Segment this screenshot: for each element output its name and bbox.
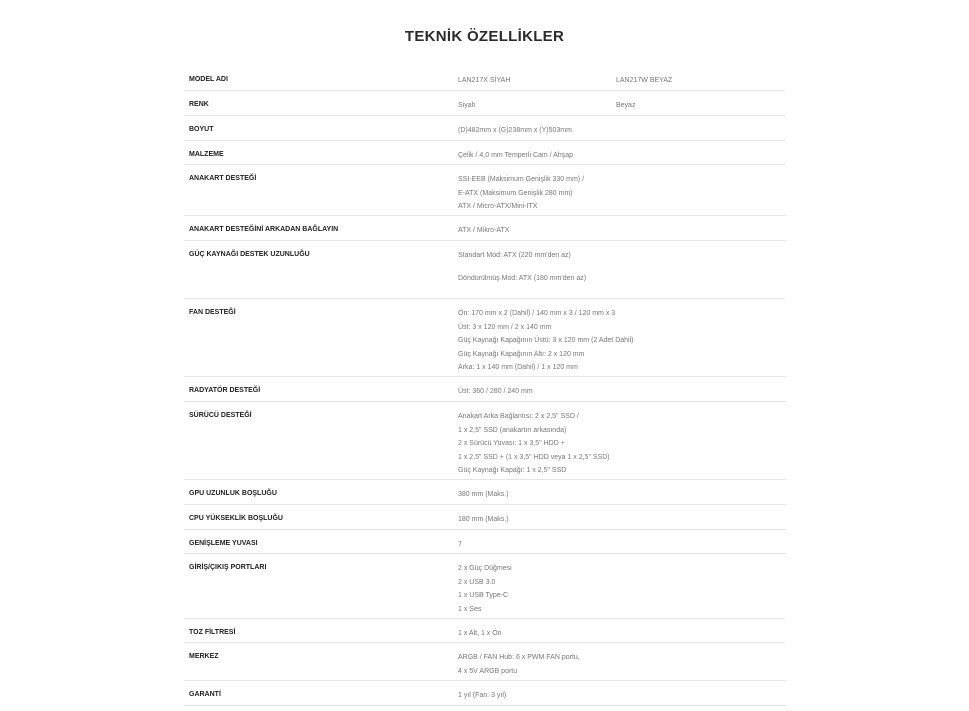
spec-value-line: 1 x USB Type-C: [458, 592, 509, 599]
spec-value-line: Üst: 360 / 280 / 240 mm: [458, 388, 533, 395]
spec-label: RADYATÖR DESTEĞİ: [189, 387, 261, 394]
spec-value-line: 1 x Ses: [458, 605, 482, 613]
spec-row: [184, 141, 786, 165]
spec-label: MALZEME: [189, 151, 224, 158]
spec-values: [458, 530, 786, 553]
spec-values: [458, 619, 786, 642]
spec-values: [458, 643, 786, 680]
spec-value: [458, 99, 616, 115]
spec-value-line: 7: [458, 541, 462, 548]
spec-label: RENK: [189, 101, 209, 108]
spec-row: [184, 91, 786, 116]
spec-value-line: E-ATX (Maksimum Genişlik 280 mm): [458, 189, 573, 197]
spec-label: GPU UZUNLUK BOŞLUĞU: [189, 490, 277, 497]
spec-value: [458, 385, 778, 401]
spec-value-line: Üst: 3 x 120 mm / 2 x 140 mm: [458, 323, 552, 331]
spec-value-line: 1 x 2,5" SSD + (1 x 3,5" HDD veya 1 x 2,5" SSD): [458, 453, 610, 461]
spec-label: BOYUT: [189, 126, 214, 133]
spec-row: [184, 241, 786, 299]
spec-value: [616, 99, 736, 115]
spec-value-line: 1 yıl (Fan: 3 yıl): [458, 692, 507, 699]
spec-row: [184, 480, 786, 505]
spec-value-line: SSI-EEB (Maksimum Genişlik 330 mm) /: [458, 176, 585, 183]
spec-value: [458, 249, 778, 298]
spec-value-line: Ön: 170 mm x 2 (Dahil) / 140 mm x 3 / 120 mm x 3: [458, 310, 616, 317]
spec-label: GARANTİ: [189, 691, 221, 698]
spec-values: [458, 377, 786, 401]
spec-value-line: 4 x 5V ARGB portu: [458, 667, 518, 675]
spec-value-line: 1 x Alt, 1 x Ön: [458, 630, 502, 637]
spec-value: [458, 689, 778, 705]
spec-row: [184, 643, 786, 681]
spec-values: [458, 505, 786, 529]
spec-value: [458, 224, 778, 240]
spec-row: [184, 554, 786, 619]
spec-label: MERKEZ: [189, 653, 219, 660]
spec-value-line: Döndürülmüş Mod: ATX (180 mm'den az): [458, 274, 587, 282]
spec-row: [184, 619, 786, 643]
spec-row: [184, 530, 786, 554]
spec-label: ANAKART DESTEĞİ: [189, 175, 257, 182]
spec-row: [184, 505, 786, 530]
spec-value-line: Siyah: [458, 102, 476, 109]
spec-value: [458, 488, 778, 504]
spec-values: [458, 402, 786, 479]
spec-value-line: 380 mm (Maks.): [458, 491, 509, 498]
spec-value: [458, 410, 778, 479]
spec-value-line: Beyaz: [616, 102, 636, 109]
spec-value-line: Anakart Arka Bağlantısı: 2 x 2,5" SSD /: [458, 413, 579, 420]
spec-value: [458, 173, 778, 215]
spec-row: [184, 165, 786, 216]
spec-value-line: 2 x Güç Düğmesi: [458, 565, 512, 572]
spec-value-line: 2 x Sürücü Yuvası: 1 x 3,5" HDD +: [458, 440, 565, 447]
spec-value: [458, 651, 778, 680]
spec-row: [184, 66, 786, 91]
spec-values: [458, 91, 786, 115]
spec-value-line: 2 x USB 3.0: [458, 578, 496, 586]
spec-value: [458, 513, 778, 529]
spec-value: [458, 538, 778, 553]
spec-label: GÜÇ KAYNAĞI DESTEK UZUNLUĞU: [189, 251, 310, 258]
spec-value-line: ATX / Mikro-ATX: [458, 227, 510, 234]
spec-values: [458, 480, 786, 504]
spec-label: TOZ FİLTRESİ: [189, 629, 236, 636]
spec-row: [184, 402, 786, 480]
spec-values: [458, 216, 786, 240]
spec-row: [184, 299, 786, 377]
spec-value-line: Arka: 1 x 140 mm (Dahil) / 1 x 120 mm: [458, 364, 578, 371]
spec-row: [184, 116, 786, 141]
spec-value-line: (D)482mm x (G)238mm x (Y)503mm: [458, 127, 572, 134]
spec-value-line: LAN217W BEYAZ: [616, 77, 673, 84]
spec-value-line: Güç Kaynağı Kapağı: 1 x 2,5" SSD: [458, 467, 567, 474]
spec-value: [616, 74, 736, 90]
spec-value-line: Çelik / 4,0 mm Temperli Cam / Ahşap: [458, 152, 574, 159]
spec-value-line: 1 x 2,5" SSD (anakartın arkasında): [458, 426, 567, 434]
spec-label: CPU YÜKSEKLİK BOŞLUĞU: [189, 515, 283, 522]
spec-label: FAN DESTEĞİ: [189, 309, 236, 316]
spec-value: [458, 149, 778, 164]
spec-row: [184, 681, 786, 706]
spec-label: GENİŞLEME YUVASI: [189, 540, 258, 547]
spec-value: [458, 74, 616, 90]
spec-label: GİRİŞ/ÇIKIŞ PORTLARI: [189, 564, 267, 571]
spec-value-line: LAN217X SİYAH: [458, 77, 511, 84]
spec-row: [184, 377, 786, 402]
spec-value: [458, 562, 778, 618]
spec-table: [184, 66, 786, 706]
spec-values: [458, 241, 786, 298]
spec-value-line: Standart Mod: ATX (220 mm'den az): [458, 252, 571, 259]
spec-value-line: ARGB / FAN Hub: 6 x PWM FAN portu,: [458, 654, 580, 661]
spec-values: [458, 141, 786, 164]
spec-values: [458, 681, 786, 705]
spec-value-line: Güç Kaynağı Kapağının Üstü: 3 x 120 mm (2 Adet Dahil): [458, 337, 634, 344]
spec-value-line: 180 mm (Maks.): [458, 516, 509, 523]
spec-label: MODEL ADI: [189, 76, 228, 83]
spec-row: [184, 216, 786, 241]
spec-label: SÜRÜCÜ DESTEĞİ: [189, 412, 252, 419]
spec-values: [458, 165, 786, 215]
spec-value-line: ATX / Micro-ATX/Mini-ITX: [458, 203, 538, 210]
spec-values: [458, 299, 786, 376]
spec-values: [458, 66, 786, 90]
spec-value: [458, 627, 778, 642]
spec-values: [458, 554, 786, 618]
spec-value-line: Güç Kaynağı Kapağının Altı: 2 x 120 mm: [458, 350, 585, 358]
spec-value: [458, 307, 778, 376]
page-title: TEKNİK ÖZELLİKLER: [404, 28, 565, 45]
spec-values: [458, 116, 786, 140]
spec-label: ANAKART DESTEĞİNİ ARKADAN BAĞLAYIN: [189, 226, 339, 233]
spec-value: [458, 124, 778, 140]
